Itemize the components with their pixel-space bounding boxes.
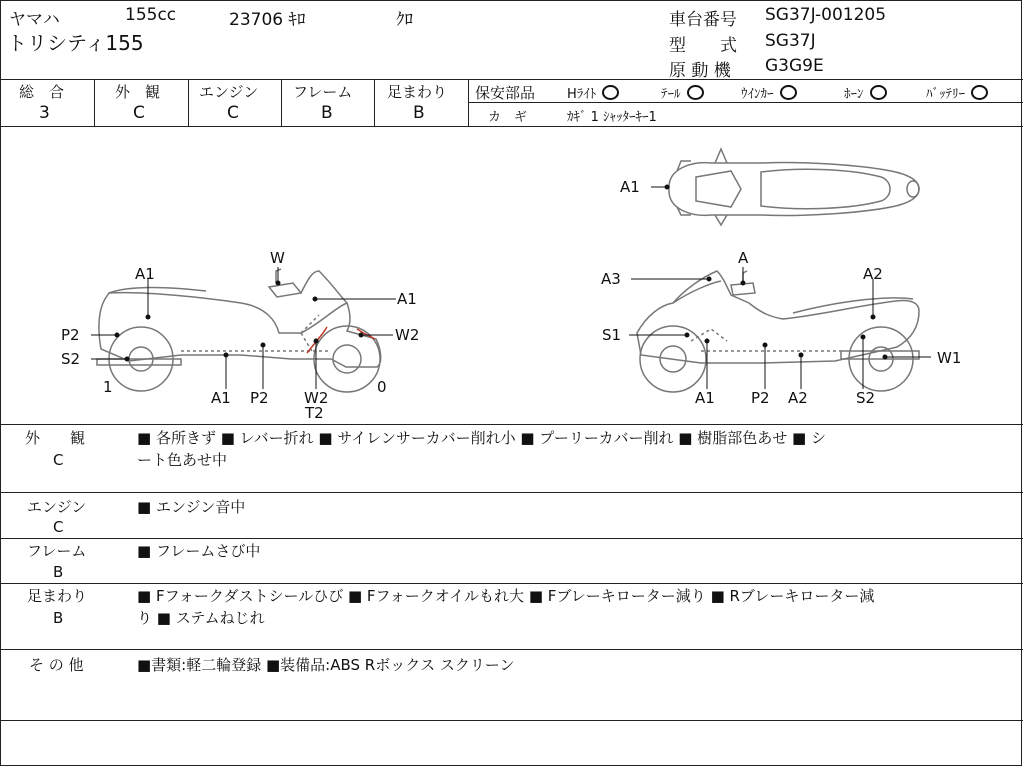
exterior-grade-label: 外 観 [115,83,161,101]
winker-item [741,83,797,102]
model-type-label: 型 式 [669,36,737,56]
frame-notes-label: フレーム [27,542,87,560]
right-label-w1: W1 [937,349,962,367]
left-label-a1-bottom: A1 [211,389,231,407]
left-label-zero: 0 [377,378,387,396]
other-notes-text: ■書類:軽二輪登録 ■装備品:ABS Rボックス スクリーン [137,656,515,674]
horn-item [844,83,887,102]
right-side-scooter [637,271,919,392]
left-label-a1-top: A1 [135,265,155,283]
frame-number-label: 車台番号 [669,10,737,30]
ok-circle-icon [780,85,797,100]
frame-grade-label: フレーム [293,83,353,101]
left-label-w: W [270,249,285,267]
overall-grade: 3 [39,103,50,123]
left-label-s2: S2 [61,350,81,368]
damage-diagram [1,127,1023,423]
winker-label: ｳｲﾝｶｰ [741,87,774,102]
frame-notes-grade: B [53,563,64,581]
battery-label: ﾊﾞｯﾃﾘｰ [926,87,965,102]
right-label-s2-bottom: S2 [856,389,876,407]
ok-circle-icon [971,85,988,100]
exterior-notes-grade: C [53,451,64,469]
frame-notes-text: ■ フレームさび中 [137,542,261,560]
left-label-p2-bottom: P2 [250,389,269,407]
model-name: トリシティ155 [7,31,144,55]
exterior-notes-line1: ■ 各所きず ■ レバー折れ ■ サイレンサーカバー削れ小 ■ プーリーカバー削れ ■ 樹脂部色あせ ■ シ [137,429,826,447]
suspension-notes-line1: ■ Fフォークダストシールひび ■ Fフォークオイルもれ大 ■ Fブレーキローター減り ■ Rブレーキローター減 [137,587,875,605]
key-label: カ ギ [488,110,528,125]
right-label-a: A [738,249,749,267]
suspension-grade: B [413,103,425,123]
engine-type-label: 原 動 機 [669,61,731,81]
left-label-p2: P2 [61,326,80,344]
headlight-item [567,83,619,102]
left-label-w2-bottom: W2 [304,389,329,407]
exterior-notes-line2: ート色あせ中 [137,451,228,469]
battery-item [926,83,988,102]
left-label-w2-right: W2 [395,326,420,344]
headlight-label: Hﾗｲﾄ [567,87,597,102]
engine-notes-label: エンジン [27,498,87,516]
top-view-scooter [669,149,919,225]
horn-label: ﾎｰﾝ [844,87,864,102]
ok-circle-icon [687,85,704,100]
engine-type: G3G9E [765,56,824,76]
safety-parts-label: 保安部品 [475,84,536,102]
color: ｸﾛ [396,10,413,30]
engine-grade: C [227,103,239,123]
engine-grade-label: エンジン [199,83,259,101]
mileage: 23706 ｷﾛ [229,10,306,30]
overall-grade-label: 総 合 [19,83,65,101]
exterior-grade: C [133,103,145,123]
engine-notes-text: ■ エンジン音中 [137,498,246,516]
suspension-notes-grade: B [53,609,64,627]
right-label-a1-bottom: A1 [695,389,715,407]
ok-circle-icon [870,85,887,100]
suspension-notes-line2: り ■ ステムねじれ [137,609,265,627]
frame-number: SG37J-001205 [765,5,887,25]
ok-circle-icon [602,85,619,100]
displacement: 155cc [125,5,177,25]
key-value: ｶｷﾞ 1 ｼｬｯﾀｰｷｰ1 [567,110,657,125]
taillight-label: ﾃｰﾙ [661,87,681,102]
taillight-item [661,83,704,102]
suspension-grade-label: 足まわり [387,83,448,101]
left-label-t2-bottom: T2 [305,404,324,422]
engine-notes-grade: C [53,518,64,536]
model-type: SG37J [765,31,816,51]
right-label-s1: S1 [602,326,622,344]
maker-name: ヤマハ [9,10,60,30]
left-label-one: 1 [103,378,113,396]
right-label-a2-top: A2 [863,265,883,283]
right-label-a3: A3 [601,270,621,288]
suspension-notes-label: 足まわり [27,587,88,605]
right-label-a2-bottom: A2 [788,389,808,407]
right-label-p2-bottom: P2 [751,389,770,407]
left-label-a1-right: A1 [397,290,417,308]
left-side-scooter [97,269,381,392]
frame-grade: B [321,103,333,123]
top-label-a1: A1 [620,178,640,196]
other-notes-label: そ の 他 [29,656,84,674]
exterior-notes-label: 外 観 [25,429,86,447]
